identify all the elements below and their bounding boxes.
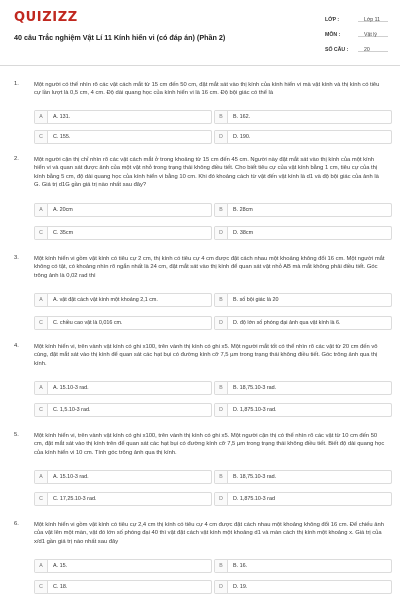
quizizz-logo: QUIZIZZ: [14, 10, 78, 25]
subject-value: Vật lý: [364, 32, 377, 38]
document-title: 40 câu Trắc nghiệm Vật Lí 11 Kính hiển vi (có đáp án) (Phần 2): [14, 33, 226, 42]
option-text: B. 18,75.10-3 rad.: [233, 474, 277, 480]
option-d[interactable]: [214, 580, 392, 594]
question-number: 3.: [14, 255, 19, 261]
option-d[interactable]: [214, 492, 392, 506]
option-letter: B: [215, 382, 228, 394]
option-b[interactable]: [214, 559, 392, 573]
option-text: D. 190.: [233, 134, 251, 140]
class-label: LỚP :: [325, 17, 340, 23]
option-letter: C: [35, 317, 48, 329]
option-a[interactable]: [34, 559, 212, 573]
option-b[interactable]: [214, 203, 392, 217]
question-text: Một người có thể nhìn rõ các vật cách mắt từ 15 cm đến 50 cm, đặt mắt sát vào thị kính của kính hiển vi mà vật kính và thị kính có tiêu cự lần lượt là 0,5 cm, 4 cm. Độ dài quang học của kính hiển vi là 16 cm. Độ bội giác có thể là: [34, 82, 380, 97]
option-a[interactable]: [34, 293, 212, 307]
option-text: A. 15.10-3 rad.: [53, 474, 89, 480]
option-letter: A: [35, 111, 48, 123]
option-text: A. 15.10-3 rad.: [53, 385, 89, 391]
option-a[interactable]: [34, 110, 212, 124]
question-number: 5.: [14, 432, 19, 438]
option-text: A. 20cm: [53, 207, 73, 213]
option-letter: C: [35, 581, 48, 593]
option-letter: C: [35, 404, 48, 416]
option-d[interactable]: [214, 403, 392, 417]
option-a[interactable]: [34, 470, 212, 484]
option-c[interactable]: [34, 316, 212, 330]
option-letter: A: [35, 204, 48, 216]
option-letter: A: [35, 560, 48, 572]
option-letter: D: [215, 227, 228, 239]
option-text: B. số bội giác là 20: [233, 297, 279, 303]
option-letter: C: [35, 227, 48, 239]
option-b[interactable]: [214, 110, 392, 124]
option-letter: D: [215, 131, 228, 143]
question-text: Một người cận thị chỉ nhìn rõ các vật cách mắt ở trong khoảng từ 15 cm đến 45 cm. Người này đặt mắt sát vào thị kính của một kính hiển vi và quan sát được ảnh của một vật nhỏ trong trạng thái không điều tiết. Cho biết tiêu cự của vật kính bằng 1 cm, tiêu cự của thị kính bằng 5 cm, độ dài quang học của kính hiển vi bằng 10 cm. Khi đó khoảng cách từ vật đến vật kính là d1 và độ bội giác của ảnh là G. Giá trị d1G gần giá trị nào nhất sau đây?: [34, 157, 379, 189]
option-letter: B: [215, 560, 228, 572]
subject-label: MÔN :: [325, 32, 341, 38]
question-number: 6.: [14, 521, 19, 527]
option-c[interactable]: [34, 403, 212, 417]
option-letter: C: [35, 131, 48, 143]
option-a[interactable]: [34, 381, 212, 395]
option-letter: C: [35, 493, 48, 505]
option-text: B. 28cm: [233, 207, 253, 213]
question-text: Một kính hiển vi gồm vật kính có tiêu cự 2,4 cm thị kính có tiêu cự 4 cm được đặt cách nhau một khoảng không đổi 16 cm. Để chiếu ảnh của vật lên một màn, vật đó lớn số phóng đại 40 thì vật đặt cách vật kính một khoảng d1 và màn cách thị kính một khoảng x. Giá trị của x/d1 gần giá trị nào nhất sau đây: [34, 522, 384, 545]
option-letter: D: [215, 317, 228, 329]
option-d[interactable]: [214, 316, 392, 330]
option-c[interactable]: [34, 580, 212, 594]
option-letter: B: [215, 111, 228, 123]
count-underline: [358, 42, 388, 52]
count-label: SỐ CÂU :: [325, 47, 349, 53]
option-text: C. 155.: [53, 134, 71, 140]
option-b[interactable]: [214, 470, 392, 484]
option-b[interactable]: [214, 293, 392, 307]
option-letter: D: [215, 493, 228, 505]
option-text: C. 18.: [53, 584, 68, 590]
option-text: C. 35cm: [53, 230, 74, 236]
question-number: 4.: [14, 343, 19, 349]
option-letter: A: [35, 382, 48, 394]
option-letter: B: [215, 204, 228, 216]
option-text: C. chiều cao vật là 0,016 cm.: [53, 320, 123, 326]
option-text: D. 38cm: [233, 230, 254, 236]
option-letter: B: [215, 471, 228, 483]
option-text: D. 1,875.10-3 rad.: [233, 407, 277, 413]
option-c[interactable]: [34, 226, 212, 240]
option-text: B. 16.: [233, 563, 248, 569]
option-letter: B: [215, 294, 228, 306]
option-text: C. 17,25.10-3 rad.: [53, 496, 97, 502]
option-text: B. 18,75.10-3 rad.: [233, 385, 277, 391]
question-text: Một kính hiển vi, trên vành vật kính có ghi x100, trên vành thị kính có ghi x5. Một người mắt tốt có thể nhìn rõ các vật từ 20 cm đến vô cùng, đặt mắt sát vào thị kính để quan sát các hạt bụi có đường kính cỡ 7,5 µm trong trạng thái không điều tiết. Góc trông ảnh qua thị kính.: [34, 344, 378, 367]
option-c[interactable]: [34, 130, 212, 144]
option-text: A. 15.: [53, 563, 68, 569]
question-number: 1.: [14, 81, 19, 87]
option-text: D. độ lớn số phóng đại ảnh qua vật kính là 6.: [233, 320, 341, 326]
question-number: 2.: [14, 156, 19, 162]
question-text: Một kính hiển vi, trên vành vật kính có ghi x100, trên vành thị kính có ghi x5. Một người cận thị có thể nhìn rõ các vật từ 10 cm đến 50 cm, đặt mắt sát vào thị kính trên để quan sát các hạt bụi có đường kính cỡ 7,5 µm trong trạng thái không điều tiết. Biết độ dài quang học của kính hiển vi 10 cm. Tính góc trông ảnh qua thị kính.: [34, 433, 385, 456]
option-c[interactable]: [34, 492, 212, 506]
option-letter: D: [215, 581, 228, 593]
option-text: B. 162.: [233, 114, 251, 120]
option-d[interactable]: [214, 226, 392, 240]
option-d[interactable]: [214, 130, 392, 144]
option-letter: A: [35, 294, 48, 306]
option-text: D. 1,875.10-3 rad: [233, 496, 275, 502]
count-value: 20: [364, 47, 370, 53]
option-letter: D: [215, 404, 228, 416]
page-header: [0, 0, 400, 66]
option-a[interactable]: [34, 203, 212, 217]
class-value: Lớp 11: [364, 17, 380, 23]
option-text: D. 19.: [233, 584, 248, 590]
option-text: C. 1,5.10-3 rad.: [53, 407, 91, 413]
option-letter: A: [35, 471, 48, 483]
question-text: Một kính hiển vi gồm vật kính có tiêu cự 2 cm, thị kính có tiêu cự 4 cm được đặt cách nhau một khoảng không đổi 16 cm. Một người mắt không có tật, có khoảng nhìn rõ ngắn nhất là 24 cm, đặt mắt sát vào thị kính để quan sát vật nhỏ AB mà mắt không phải điều tiết. Góc trông ảnh là 0,02 rad thì: [34, 256, 385, 279]
option-text: A. vật đặt cách vật kính một khoảng 2,1 cm.: [53, 297, 158, 303]
option-b[interactable]: [214, 381, 392, 395]
option-text: A. 131.: [53, 114, 71, 120]
